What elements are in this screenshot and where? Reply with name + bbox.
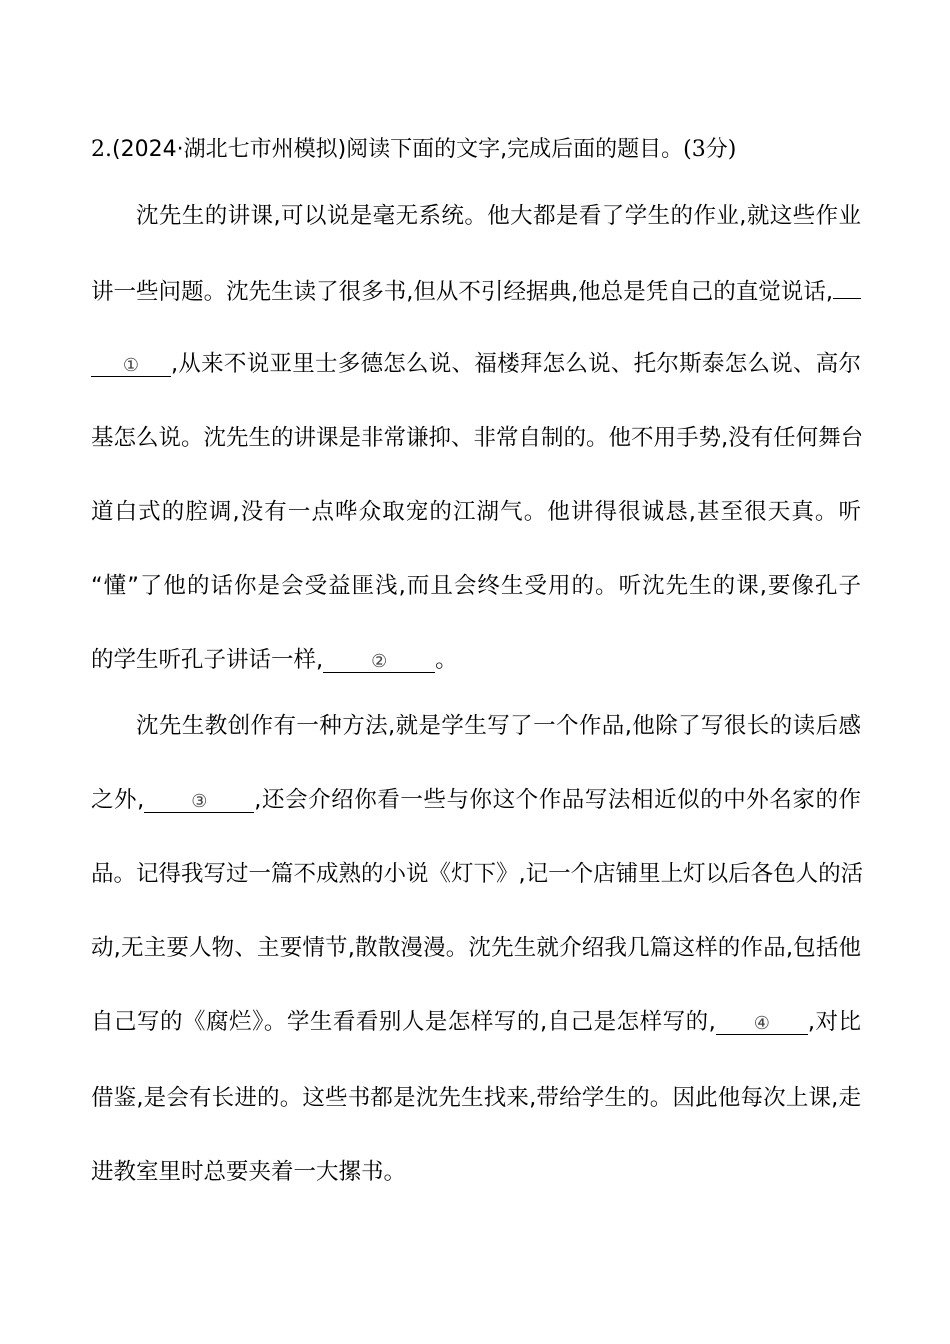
passage-text: ,还会介绍你看一些与你这个作品写法相近似的中外名家的作 <box>254 787 862 813</box>
passage-text: 的学生听孔子讲话一样, <box>91 647 324 673</box>
blank-1[interactable]: ① <box>91 348 171 377</box>
passage-line <box>91 344 861 384</box>
passage-line: 品。记得我写过一篇不成熟的小说《灯下》,记一个店铺里上灯以后各色人的活 <box>91 861 864 887</box>
blank-3[interactable]: ③ <box>144 784 254 813</box>
question-header <box>91 130 861 170</box>
passage-line <box>91 780 861 820</box>
passage-text: 讲一些问题。沈先生读了很多书,但从不引经据典,他总是凭自己的直觉说话, <box>91 279 833 305</box>
question-instruction: 阅读下面的文字,完成后面的题目。 <box>346 137 684 162</box>
blank-1-start <box>833 270 861 299</box>
passage-line: 动,无主要人物、主要情节,散散漫漫。沈先生就介绍我几篇这样的作品,包括他 <box>91 935 861 961</box>
question-score: (3分) <box>683 137 737 162</box>
question-number: 2. <box>91 137 112 162</box>
blank-2[interactable]: ② <box>323 644 435 673</box>
passage-line <box>91 270 861 310</box>
passage-text: ,对比 <box>807 1009 861 1035</box>
passage-line <box>91 640 861 680</box>
passage-line: 道白式的腔调,没有一点哗众取宠的江湖气。他讲得很诚恳,甚至很天真。听 <box>91 499 861 525</box>
passage-line: 进教室里时总要夹着一大摞书。 <box>91 1159 407 1185</box>
passage-line: 沈先生的讲课,可以说是毫无系统。他大都是看了学生的作业,就这些作业 <box>136 203 861 229</box>
blank-4[interactable]: ④ <box>716 1006 808 1035</box>
passage-line: 沈先生教创作有一种方法,就是学生写了一个作品,他除了写很长的读后感 <box>136 713 861 739</box>
passage-text: 之外, <box>91 787 145 813</box>
passage-text: 。 <box>435 647 458 673</box>
question-source: (2024·湖北七市州模拟) <box>112 137 347 162</box>
passage-line: 基怎么说。沈先生的讲课是非常谦抑、非常自制的。他不用手势,没有任何舞台 <box>91 425 864 451</box>
passage-text: ,从来不说亚里士多德怎么说、福楼拜怎么说、托尔斯泰怎么说、高尔 <box>171 351 861 377</box>
passage-line <box>91 1002 861 1042</box>
passage-line: “懂”了他的话你是会受益匪浅,而且会终生受用的。听沈先生的课,要像孔子 <box>91 573 861 599</box>
passage-line: 借鉴,是会有长进的。这些书都是沈先生找来,带给学生的。因此他每次上课,走 <box>91 1085 861 1111</box>
passage-text: 自己写的《腐烂》。学生看看别人是怎样写的,自己是怎样写的, <box>91 1009 716 1035</box>
